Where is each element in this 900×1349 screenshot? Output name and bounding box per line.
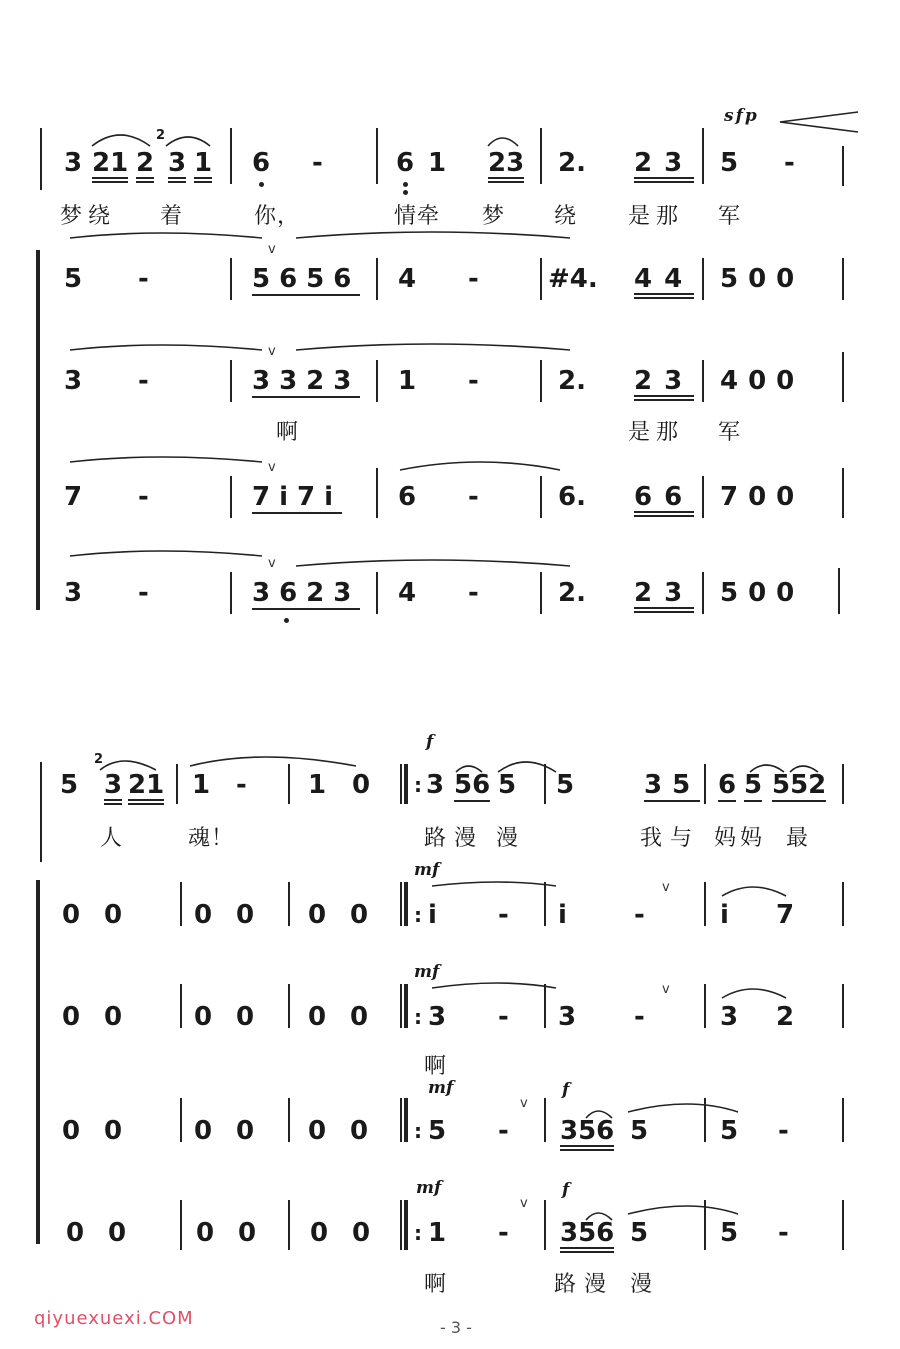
note: 5 [60, 770, 79, 800]
note: 700 [720, 482, 805, 512]
note: 1 [308, 770, 327, 800]
dynamic-marking: mf [416, 1178, 442, 1198]
note: 0 [310, 1218, 329, 1248]
lyric: 人 [100, 826, 124, 851]
breath-mark: v [520, 1196, 528, 1211]
dynamic-marking: f [426, 732, 434, 752]
note: - [634, 1002, 645, 1032]
note: - [778, 1218, 789, 1248]
note: 21 [92, 150, 128, 183]
note: 23 [488, 150, 524, 183]
note: 23 [634, 368, 694, 401]
lyric: 路漫 [554, 1272, 615, 1297]
lyric: 绕 [554, 204, 578, 229]
note: - [498, 1002, 509, 1032]
note: 0 [236, 900, 255, 930]
note: - [498, 900, 509, 930]
note: 3 [64, 366, 83, 396]
note: 6 [252, 148, 271, 178]
note: - [138, 264, 149, 294]
breath-mark: v [662, 880, 670, 895]
dynamic-marking: mf [414, 860, 440, 880]
note: 3 [426, 770, 445, 800]
note: - [634, 900, 645, 930]
note: 0 [62, 1002, 81, 1032]
note: 356 [560, 1118, 614, 1151]
note: 66 [634, 484, 694, 517]
note: 1 [428, 1218, 447, 1248]
note: 5 [630, 1218, 649, 1248]
dynamic-marking: sfp [724, 106, 759, 126]
note: 4 [398, 578, 417, 608]
note: 2. [558, 148, 586, 178]
note: 0 [236, 1002, 255, 1032]
note: 3 [720, 1002, 739, 1032]
note: 1 [428, 148, 447, 178]
note: 6 [398, 482, 417, 512]
note: 3 [428, 1002, 447, 1032]
note: 7 [64, 482, 83, 512]
note: 3623 [252, 578, 361, 608]
note: 0 [196, 1218, 215, 1248]
note: 6 [396, 148, 415, 178]
note: 0 [308, 1002, 327, 1032]
note: 5656 [252, 264, 361, 294]
note: 5 [64, 264, 83, 294]
note: 0 [352, 770, 371, 800]
note: 6 [718, 770, 737, 800]
note: 356 [560, 1220, 614, 1253]
note: - [784, 148, 795, 178]
note: 0 [104, 900, 123, 930]
note: 3 [64, 148, 83, 178]
note: 0 [104, 1002, 123, 1032]
lyric: 啊 [276, 420, 300, 445]
note: - [138, 366, 149, 396]
repeat-start: : [414, 903, 422, 927]
repeat-start: : [414, 773, 422, 797]
lyric: 啊 [424, 1054, 448, 1079]
note: 3 [104, 772, 122, 805]
note: 500 [720, 264, 805, 294]
note: 400 [720, 366, 805, 396]
repeat-start: : [414, 1119, 422, 1143]
grace-note: 2 [94, 752, 104, 767]
note: 0 [62, 900, 81, 930]
dynamic-marking: f [562, 1180, 570, 1200]
note: 7i7i [252, 482, 343, 512]
note: - [138, 482, 149, 512]
note: 1 [194, 150, 212, 183]
dynamic-marking: f [562, 1080, 570, 1100]
note: 5 [556, 770, 575, 800]
note: 3 [168, 150, 186, 183]
note: 0 [194, 1002, 213, 1032]
note: 5 [744, 770, 763, 800]
note: 5 [720, 1218, 739, 1248]
grace-note: 2 [156, 128, 166, 143]
breath-mark: v [268, 556, 276, 571]
lyric: 军 [718, 204, 742, 229]
note: 5 [720, 148, 739, 178]
lyric: 梦绕 [60, 204, 117, 229]
note: 35 [644, 770, 701, 800]
lyric: 最 [786, 826, 810, 851]
note: 1 [398, 366, 417, 396]
repeat-start: : [414, 1221, 422, 1245]
breath-mark: v [268, 344, 276, 359]
note: 44 [634, 266, 694, 299]
note: 0 [308, 1116, 327, 1146]
note: - [138, 578, 149, 608]
lyric: 路漫 [424, 826, 485, 851]
lyric: 我与 [640, 826, 701, 851]
note: 21 [128, 772, 164, 805]
note: - [468, 578, 479, 608]
lyric: 漫 [496, 826, 520, 851]
note: 0 [352, 1218, 371, 1248]
note: 3 [558, 1002, 577, 1032]
breath-mark: v [268, 242, 276, 257]
lyric: 情牵 [394, 204, 441, 229]
note: - [236, 770, 247, 800]
note: i [428, 900, 437, 930]
note: 2. [558, 366, 586, 396]
watermark: qiyuexuexi.COM [34, 1308, 194, 1329]
lyric: 漫 [630, 1272, 654, 1297]
note: - [498, 1218, 509, 1248]
note: 2 [136, 150, 154, 183]
lyric: 妈妈 [714, 826, 767, 851]
note: 0 [350, 900, 369, 930]
note: 23 [634, 150, 694, 183]
note: 5 [498, 770, 517, 800]
note: 56 [454, 770, 491, 800]
note: 0 [104, 1116, 123, 1146]
note: 2 [776, 1002, 795, 1032]
note: i [558, 900, 567, 930]
breath-mark: v [662, 982, 670, 997]
note: - [312, 148, 323, 178]
note: 5 [428, 1116, 447, 1146]
lyric: 梦 [482, 204, 506, 229]
note: - [498, 1116, 509, 1146]
note: 23 [634, 580, 694, 613]
breath-mark: v [268, 460, 276, 475]
note: 5 [720, 1116, 739, 1146]
note: #4. [548, 264, 598, 294]
note: - [468, 366, 479, 396]
note: 6. [558, 482, 586, 512]
note: 0 [194, 900, 213, 930]
page-number: - 3 - [440, 1318, 472, 1337]
note: 0 [238, 1218, 257, 1248]
note: 0 [194, 1116, 213, 1146]
repeat-start: : [414, 1005, 422, 1029]
note: 3 [64, 578, 83, 608]
note: 0 [108, 1218, 127, 1248]
note: 500 [720, 578, 805, 608]
dynamic-marking: mf [428, 1078, 454, 1098]
note: 1 [192, 770, 211, 800]
note: 0 [66, 1218, 85, 1248]
note: 5 [630, 1116, 649, 1146]
note: 3323 [252, 366, 361, 396]
note: - [468, 264, 479, 294]
note: i [720, 900, 729, 930]
lyric: 是那 [628, 204, 685, 229]
breath-mark: v [520, 1096, 528, 1111]
note: 2. [558, 578, 586, 608]
note: 0 [62, 1116, 81, 1146]
note: 0 [308, 900, 327, 930]
note: 0 [350, 1002, 369, 1032]
note: 552 [772, 770, 827, 800]
lyric: 魂！ [188, 826, 235, 851]
note: 4 [398, 264, 417, 294]
note: 7 [776, 900, 795, 930]
note: - [468, 482, 479, 512]
lyric: 军 [718, 420, 742, 445]
note: - [778, 1116, 789, 1146]
lyric: 啊 [424, 1272, 448, 1297]
note: 0 [236, 1116, 255, 1146]
dynamic-marking: mf [414, 962, 440, 982]
note: 0 [350, 1116, 369, 1146]
lyric: 是那 [628, 420, 685, 445]
lyric: 着 [160, 204, 184, 229]
lyric: 你， [254, 204, 301, 229]
